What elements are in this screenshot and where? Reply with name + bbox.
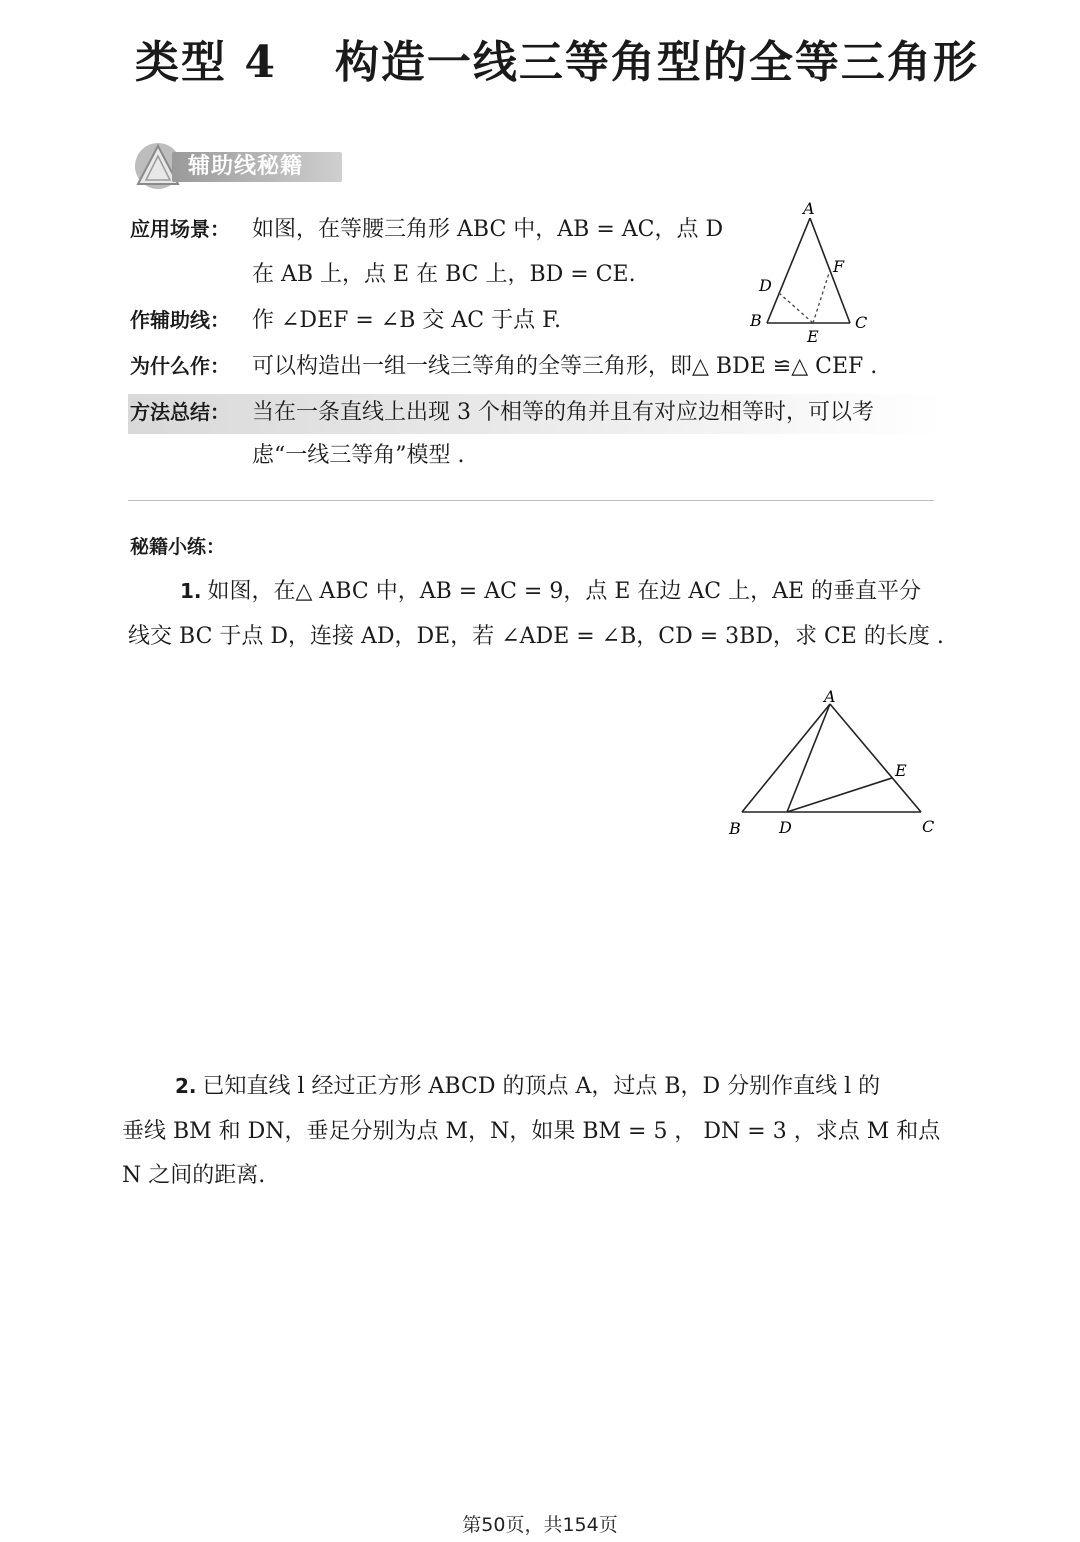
q1-line1	[180, 576, 921, 607]
fig2-label-D: D	[779, 818, 792, 837]
q2-line3: N 之间的距离.	[122, 1163, 266, 1188]
q2-line1-text: 已知直线 l 经过正方形 ABCD 的顶点 A，过点 B，D 分别作直线 l 的	[202, 1074, 881, 1099]
title-number: 类型 4	[135, 37, 277, 88]
q2-line2: 垂线 BM 和 DN，垂足分别为点 M，N，如果 BM = 5 ， DN = 3 ，求点 M 和点	[122, 1119, 941, 1144]
figure-2-triangle	[720, 688, 950, 843]
fig1-label-F: F	[833, 257, 845, 276]
fig2-label-E: E	[895, 761, 907, 780]
fig1-label-C: C	[855, 313, 868, 332]
q2-number: 2.	[175, 1074, 197, 1098]
aux-label: 作辅助线：	[130, 308, 230, 332]
summary-line2: 虑“一线三等角”模型 .	[252, 443, 465, 468]
summary-label: 方法总结：	[130, 400, 230, 424]
scene-row	[130, 214, 723, 245]
summary-row	[130, 397, 874, 428]
scene-line2: 在 AB 上，点 E 在 BC 上，BD = CE.	[252, 262, 636, 287]
fig2-label-C: C	[922, 817, 935, 836]
aux-row	[130, 305, 561, 336]
q1-number: 1.	[180, 579, 202, 603]
q2-line1	[175, 1071, 880, 1102]
section-divider	[128, 500, 934, 501]
figure-1-isosceles-triangle	[745, 198, 875, 348]
practice-label: 秘籍小练：	[130, 536, 226, 558]
q1-line1-text: 如图，在△ ABC 中，AB = AC = 9，点 E 在边 AC 上，AE 的垂直平分	[207, 579, 922, 604]
fig1-label-D: D	[759, 276, 772, 295]
summary-line1: 当在一条直线上出现 3 个相等的角并且有对应边相等时，可以考	[252, 400, 874, 425]
aux-text: 作 ∠DEF = ∠B 交 AC 于点 F.	[252, 308, 561, 333]
page-title	[135, 26, 979, 90]
fig2-label-B: B	[729, 819, 741, 838]
why-row	[130, 351, 877, 382]
fig1-label-E: E	[807, 327, 819, 346]
fig1-label-B: B	[750, 311, 762, 330]
why-text: 可以构造出一组一线三等角的全等三角形，即△ BDE ≌△ CEF .	[252, 354, 878, 379]
scene-label: 应用场景：	[130, 217, 230, 241]
scene-line1: 如图，在等腰三角形 ABC 中，AB = AC，点 D	[252, 217, 724, 242]
why-label: 为什么作：	[130, 354, 230, 378]
page-footer: 第50页，共154页	[462, 1514, 618, 1536]
title-text: 构造一线三等角型的全等三角形	[334, 37, 979, 88]
section-banner	[130, 140, 345, 190]
fig1-label-A: A	[803, 199, 815, 218]
fig2-label-A: A	[824, 688, 836, 706]
banner-label: 辅助线秘籍	[172, 152, 342, 182]
q1-line2: 线交 BC 于点 D，连接 AD，DE，若 ∠ADE = ∠B，CD = 3BD，求 CE 的长度 .	[128, 624, 944, 649]
